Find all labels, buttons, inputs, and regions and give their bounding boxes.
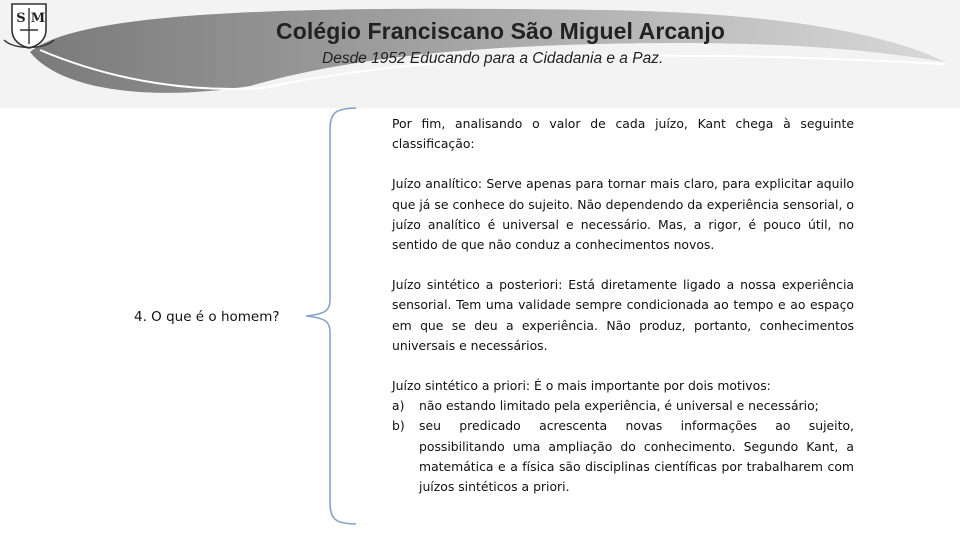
header-banner (0, 0, 960, 108)
intro-paragraph: Por fim, analisando o valor de cada juízo, Kant chega à seguinte classificação: (392, 116, 854, 152)
list-item (392, 396, 854, 416)
content-block (392, 114, 854, 497)
school-crest-logo (0, 0, 58, 52)
list-marker: a) (392, 398, 405, 414)
list-item (392, 416, 854, 497)
synthetic-a-priori-paragraph: Juízo sintético a priori: É o mais importante por dois motivos: (392, 378, 771, 394)
synthetic-a-posteriori-paragraph: Juízo sintético a posteriori: Está diretamente ligado a nossa experiência sensorial. Tem uma validade sempre condicionada ao tempo e ao espaço em que se deu a experiência. Não produz, portanto, conhecimentos universais e necessários. (392, 277, 854, 353)
reasons-list (392, 396, 854, 497)
list-marker: b) (392, 418, 405, 434)
svg-text:S: S (16, 11, 26, 26)
list-item-text: seu predicado acrescenta novas informações ao sujeito, possibilitando uma ampliação do conhecimento. Segundo Kant, a matemática e a física são disciplinas científicas por trabalharem com juízos sintéticos a priori. (419, 418, 854, 495)
question-label: 4. O que é o homem? (134, 309, 280, 325)
curly-brace (296, 104, 356, 528)
analytic-judgment-paragraph: Juízo analítico: Serve apenas para tornar mais claro, para explicitar aquilo que já se conhece do sujeito. Não dependendo da experiência sensorial, o juízo analítico é universal e necessário. Mas, a rigor, é pouco útil, no sentido de que não conduz a conhecimentos novos. (392, 176, 854, 253)
school-motto: Desde 1952 Educando para a Cidadania e a Paz. (322, 50, 664, 67)
school-name: Colégio Franciscano São Miguel Arcanjo (276, 18, 725, 44)
svg-text:M: M (30, 11, 46, 26)
list-item-text: não estando limitado pela experiência, é universal e necessário; (419, 398, 819, 414)
